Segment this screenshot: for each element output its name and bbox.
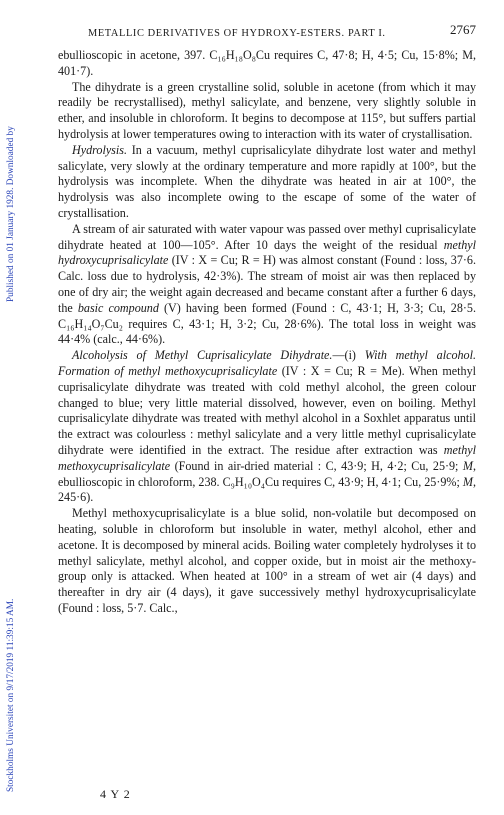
paragraph-5: Alcoholysis of Methyl Cuprisalicylate Dihydrate.—(i) With methyl alcohol. Formation of methyl methoxycuprisalicylate (IV : X = Cu; R = Me). When methyl cuprisalicylate dihydrate was treated with cold methyl alcohol, the green colour changed to blue; very little material dissolved, however, even on boiling. Methyl cuprisalicylate dihydrate was treated with methyl alcohol in a Soxhlet apparatus until the extract was colourless : methyl salicylate and a very little methyl cuprisalicylate dihydrate were identified in the extract. The residue after extraction was methyl methoxycuprisalicylate (Found in air-dried material : C, 43·9; H, 4·2; Cu, 25·9; M, ebullioscopic in chloroform, 238. C₉H₁₀O₄Cu requires C, 43·9; H, 4·1; Cu, 25·9%; M, 245·6). [58,348,476,505]
paragraph-1: ebullioscopic in acetone, 397. C₁₆H₁₈O₈Cu requires C, 47·8; H, 4·5; Cu, 15·8%; M, 401·7). [58,48,476,78]
page-number: 2767 [450,22,476,37]
running-head [58,22,476,42]
signature-mark: 4 Y 2 [100,787,131,801]
alcoholysis-heading: Alcoholysis of Methyl Cuprisalicylate Dihydrate. [72,348,333,363]
running-title: METALLIC DERIVATIVES OF HYDROXY-ESTERS. PART I. [88,28,386,39]
paragraph-4: A stream of air saturated with water vapour was passed over methyl cuprisalicylate dihydrate heated at 100—105°. After 10 days the weight of the residual methyl hydroxycuprisalicylate (IV : X = Cu; R = H) was almost constant (Found : loss, 37·6. Calc. loss due to hydrolysis, 42·3%). The stream of moist air was then replaced by one of dry air; the weight again decreased and became constant after a further 6 days, the basic compound (V) having been formed (Found : C, 43·1; H, 3·3; Cu, 28·5. C₁₆H₁₄O₇Cu₂ requires C, 43·1; H, 3·2; Cu, 28·6%). The total loss in weight was 44·4% (calc., 44·6%). [58,221,476,347]
paragraph-3: Hydrolysis. In a vacuum, methyl cuprisalicylate dihydrate lost water and methyl salicylate, very slowly at the ordinary temperature and more rapidly at 100°, but the hydrolysis was incomplete. When the dihydrate was heated in air at 100°, the hydrolysis was also incomplete owing to the escape of some of the water of crystallisation. [58,142,476,220]
page-body [58,22,476,617]
watermark-line-1: Published on 01 January 1928. Downloaded by [6,126,16,302]
download-watermark [6,22,20,792]
paragraph-6: Methyl methoxycuprisalicylate is a blue solid, non-volatile but decomposed on heating, soluble in chloroform but insoluble in water, methyl alcohol, ether and acetone. It is decomposed by mineral acids. Boiling water completely hydrolyses it to methyl salicylate, methyl alcohol, and copper oxide, but in moist air the methoxy-group only is attacked. When heated at 100° in a stream of wet air (4 days) and thereafter in dry air (4 days), it gave successively methyl hydroxycuprisalicylate (Found : loss, 5·7. Calc., [58,506,476,615]
hydrolysis-heading: Hydrolysis. [72,142,127,157]
watermark-line-2: Stockholms Universitet on 9/17/2019 11:39:15 AM. [6,598,16,792]
paragraph-2: The dihydrate is a green crystalline solid, soluble in acetone (from which it may readily be recrystallised), methyl salicylate, and benzene, very slightly soluble in ether, and insoluble in chloroform. It begins to decompose at 115°, but suffers partial hydrolysis at lower temperatures owing to interaction with its water of crystallisation. [58,79,476,141]
